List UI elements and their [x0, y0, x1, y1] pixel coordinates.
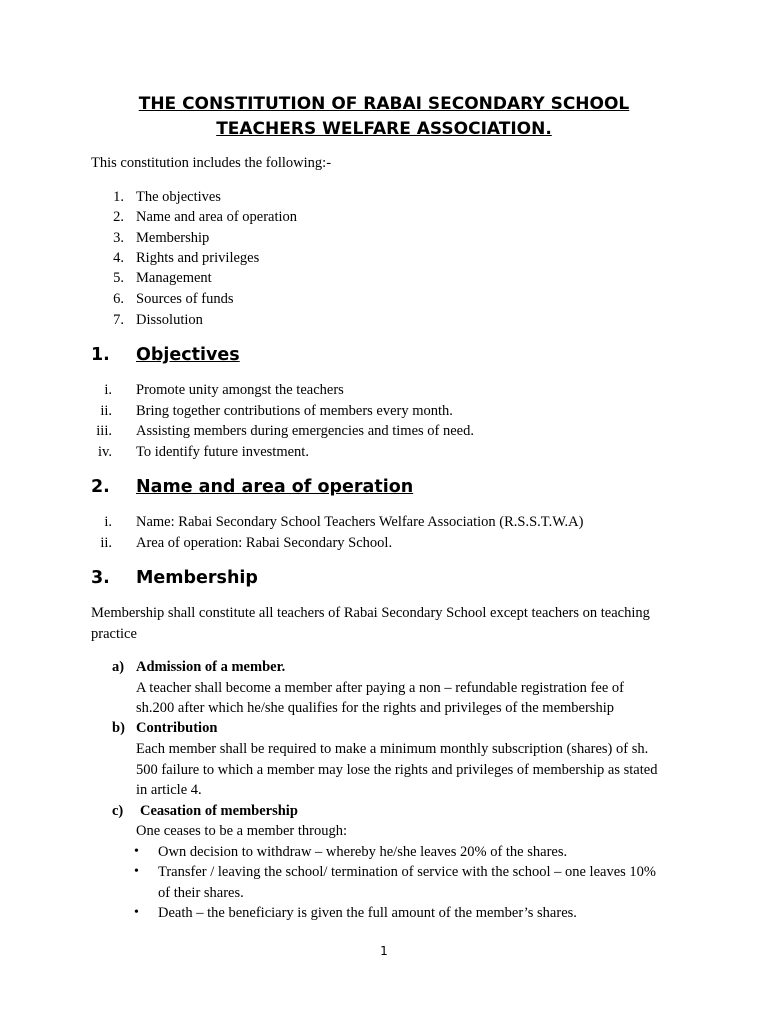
- list-item-number: ii.: [100, 535, 112, 551]
- list-item-number: 7.: [113, 312, 124, 328]
- subsection-a-label: a): [112, 659, 125, 675]
- list-item-number: i.: [104, 514, 112, 530]
- list-item-number: 2.: [113, 209, 124, 225]
- membership-paragraph-line-2: practice: [91, 626, 137, 642]
- bullet-icon: •: [134, 905, 139, 920]
- list-item: Dissolution: [136, 312, 203, 328]
- subsection-b-heading: Contribution: [136, 720, 218, 736]
- document-title-line-2: TEACHERS WELFARE ASSOCIATION.: [216, 119, 552, 139]
- subsection-c-label: c): [112, 803, 124, 819]
- list-item-number: i.: [104, 382, 112, 398]
- subsection-a-heading: Admission of a member.: [136, 659, 286, 675]
- list-item: To identify future investment.: [136, 444, 309, 460]
- section-1-heading: Objectives: [136, 345, 240, 365]
- subsection-b-text-line-1: Each member shall be required to make a minimum monthly subscription (shares) of sh.: [136, 741, 649, 757]
- list-item: Sources of funds: [136, 291, 234, 307]
- section-2-number: 2.: [91, 477, 110, 497]
- list-item: Management: [136, 270, 212, 286]
- list-item: Transfer / leaving the school/ termination of service with the school – one leaves 10%: [158, 864, 656, 880]
- page-number: 1: [380, 944, 388, 958]
- list-item-number: 3.: [113, 230, 124, 246]
- subsection-b-text-line-2: 500 failure to which a member may lose the rights and privileges of membership as stated: [136, 762, 658, 778]
- membership-paragraph-line-1: Membership shall constitute all teachers of Rabai Secondary School except teachers on teaching: [91, 605, 650, 621]
- subsection-b-label: b): [112, 720, 125, 736]
- document-title-line-1: THE CONSTITUTION OF RABAI SECONDARY SCHOOL: [138, 94, 630, 114]
- subsection-a-text-line-1: A teacher shall become a member after paying a non – refundable registration fee of: [136, 680, 624, 696]
- section-3-number: 3.: [91, 568, 110, 588]
- list-item-continuation: of their shares.: [158, 885, 244, 901]
- list-item-number: 1.: [113, 189, 124, 205]
- list-item: Assisting members during emergencies and times of need.: [136, 423, 474, 439]
- list-item: Name: Rabai Secondary School Teachers Welfare Association (R.S.S.T.W.A): [136, 514, 584, 530]
- list-item: Name and area of operation: [136, 209, 298, 225]
- list-item-number: 5.: [113, 270, 124, 286]
- bullet-icon: •: [134, 844, 139, 859]
- subsection-c-heading: Ceasation of membership: [140, 803, 298, 819]
- list-item: Own decision to withdraw – whereby he/she leaves 20% of the shares.: [158, 844, 568, 860]
- subsection-c-intro: One ceases to be a member through:: [136, 823, 347, 839]
- list-item-number: ii.: [100, 403, 112, 419]
- subsection-b-text-line-3: in article 4.: [136, 782, 202, 798]
- list-item: The objectives: [136, 189, 221, 205]
- list-item: Membership: [136, 230, 210, 246]
- section-2-heading: Name and area of operation: [136, 477, 414, 497]
- subsection-a-text-line-2: sh.200 after which he/she qualifies for the rights and privileges of the membership: [136, 700, 614, 716]
- list-item: Death – the beneficiary is given the full amount of the member’s shares.: [158, 905, 577, 921]
- section-3-heading: Membership: [136, 568, 258, 588]
- list-item-number: iv.: [98, 444, 112, 460]
- list-item: Area of operation: Rabai Secondary School.: [136, 535, 393, 551]
- intro-text: This constitution includes the following:-: [91, 155, 332, 171]
- section-1-number: 1.: [91, 345, 110, 365]
- list-item-number: 6.: [113, 291, 124, 307]
- list-item: Rights and privileges: [136, 250, 260, 266]
- list-item-number: iii.: [96, 423, 112, 439]
- list-item: Bring together contributions of members every month.: [136, 403, 453, 419]
- list-item-number: 4.: [113, 250, 124, 266]
- list-item: Promote unity amongst the teachers: [136, 382, 344, 398]
- bullet-icon: •: [134, 864, 139, 879]
